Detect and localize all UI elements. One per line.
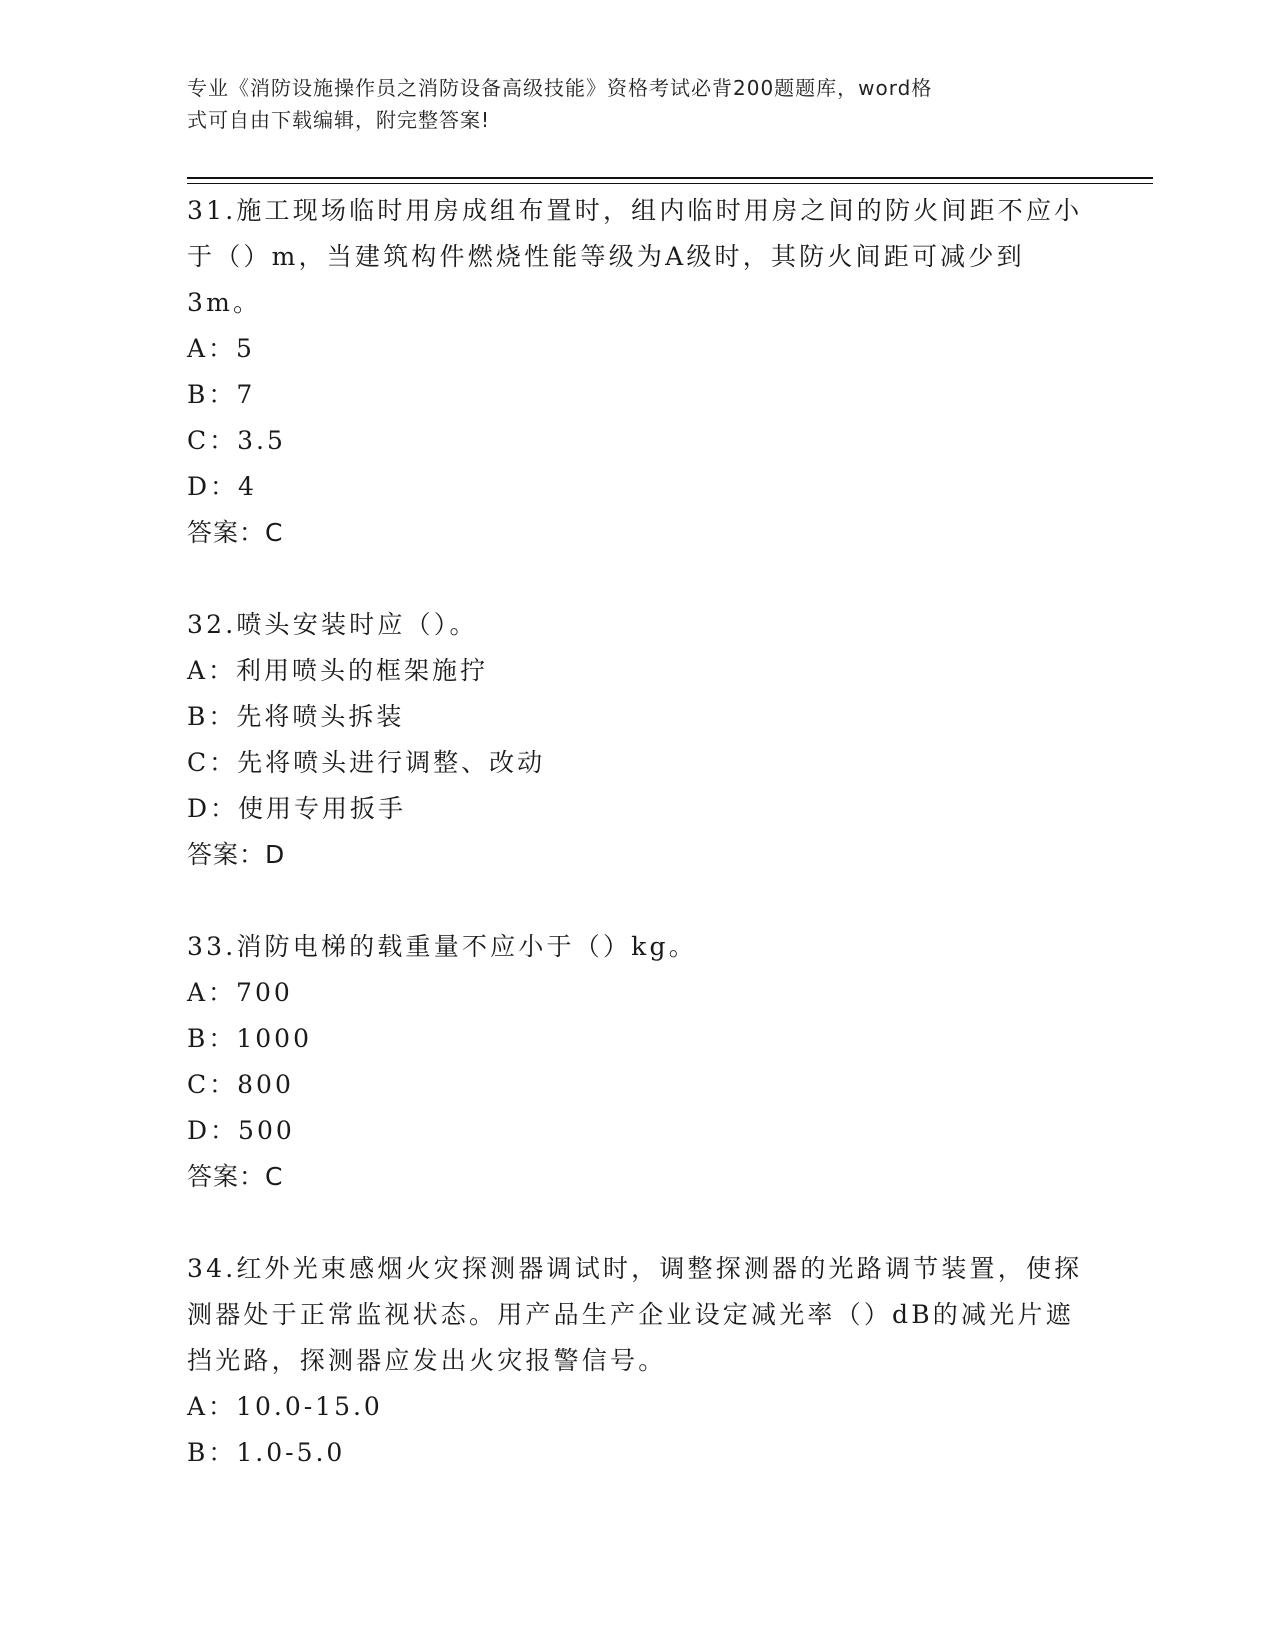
question-stem: 32.喷头安装时应（）。: [187, 610, 478, 639]
question-31: [187, 188, 1087, 556]
document-header: [187, 72, 1067, 136]
option-b: B：1.0-5.0: [187, 1438, 346, 1467]
option-b: B：先将喷头拆装: [187, 702, 405, 731]
header-divider-thin: [187, 183, 1153, 184]
option-b: B：1000: [187, 1024, 312, 1053]
option-c: C：3.5: [187, 426, 286, 455]
option-a: A：10.0-15.0: [187, 1392, 383, 1421]
option-b: B：7: [187, 380, 256, 409]
question-list: [187, 188, 1087, 1476]
answer-line: 答案：C: [187, 518, 284, 547]
question-34: [187, 1246, 1087, 1476]
option-d: D：使用专用扳手: [187, 794, 407, 823]
option-a: A：5: [187, 334, 255, 363]
option-c: C：800: [187, 1070, 294, 1099]
question-spacer: [187, 1200, 1087, 1246]
question-stem: 34.红外光束感烟火灾探测器调试时，调整探测器的光路调节装置，使探测器处于正常监视状态。用产品生产企业设定减光率（）dB的减光片遮挡光路，探测器应发出火灾报警信号。: [187, 1254, 1083, 1375]
question-33: [187, 924, 1087, 1200]
option-a: A：700: [187, 978, 293, 1007]
option-c: C：先将喷头进行调整、改动: [187, 748, 546, 777]
question-spacer: [187, 556, 1087, 602]
header-divider-thick: [187, 177, 1153, 179]
option-a: A：利用喷头的框架施拧: [187, 656, 489, 685]
question-stem: 31.施工现场临时用房成组布置时，组内临时用房之间的防火间距不应小于（）m，当建筑构件燃烧性能等级为A级时，其防火间距可减少到3m。: [187, 196, 1083, 317]
option-d: D：500: [187, 1116, 295, 1145]
header-line-2: 式可自由下载编辑，附完整答案!: [187, 108, 491, 132]
question-spacer: [187, 878, 1087, 924]
question-stem: 33.消防电梯的载重量不应小于（）kg。: [187, 932, 697, 961]
question-32: [187, 602, 1087, 878]
answer-line: 答案：C: [187, 1162, 284, 1191]
header-line-1: 专业《消防设施操作员之消防设备高级技能》资格考试必背200题题库，word格: [187, 76, 933, 100]
option-d: D：4: [187, 472, 257, 501]
answer-line: 答案：D: [187, 840, 286, 869]
